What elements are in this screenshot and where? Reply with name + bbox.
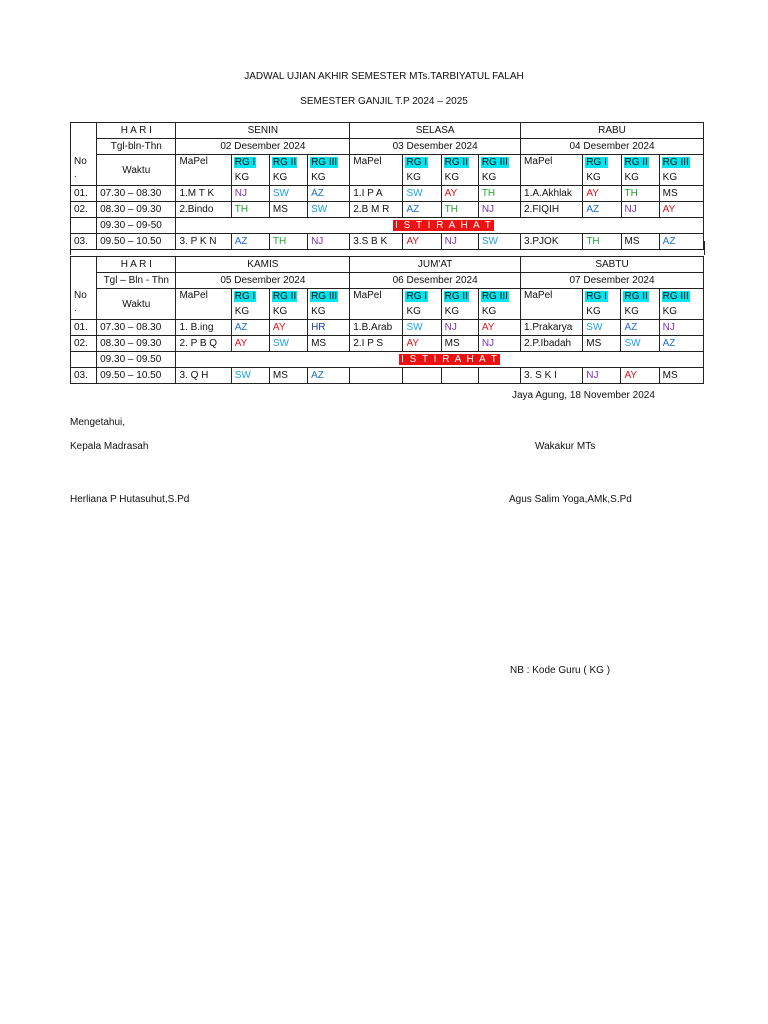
break-label: I S T I R A H A T <box>395 220 493 231</box>
row-time: 07.30 – 08.30 <box>97 320 176 336</box>
kg-header: KG <box>308 304 350 320</box>
rg-label: RG II <box>624 157 648 168</box>
row-number: 03. <box>71 234 97 250</box>
row-time: 07.30 – 08.30 <box>97 186 176 202</box>
rg-header <box>231 155 269 171</box>
teacher-code: SW <box>403 186 441 202</box>
rg-label: RG II <box>272 291 297 302</box>
left-signatory-role: Kepala Madrasah <box>70 441 149 452</box>
place-date: Jaya Agung, 18 November 2024 <box>512 390 655 401</box>
row-time: 09.50 – 10.50 <box>97 368 176 384</box>
no-label-text: No <box>74 289 87 301</box>
subject-name: 2.FIQIH <box>521 202 583 218</box>
day-name: RABU <box>521 123 704 139</box>
no-label-dot: . <box>74 302 77 314</box>
rg-label: RG II <box>272 157 297 168</box>
teacher-code: AZ <box>659 336 703 352</box>
rg-header <box>441 155 478 171</box>
kg-header: KG <box>478 170 520 186</box>
subject-name: 1.M T K <box>176 186 231 202</box>
subject-name: 1.Prakarya <box>521 320 583 336</box>
rg-label: RG I <box>406 157 428 168</box>
teacher-code: AZ <box>403 202 441 218</box>
left-signatory-name: Herliana P Hutasuhut,S.Pd <box>70 494 190 505</box>
rg-header <box>308 155 350 171</box>
teacher-code: SW <box>403 320 441 336</box>
subject-name: 3. S K I <box>521 368 583 384</box>
rg-header <box>403 155 441 171</box>
row-time: 08.30 – 09.30 <box>97 202 176 218</box>
teacher-code: AY <box>583 186 621 202</box>
rg-header <box>308 289 350 305</box>
kg-header: KG <box>403 304 441 320</box>
rg-header <box>269 289 307 305</box>
subject-name: 2. P B Q <box>176 336 231 352</box>
rg-label: RG I <box>406 291 428 302</box>
teacher-code: MS <box>269 202 307 218</box>
day-date: 04 Desember 2024 <box>521 139 704 155</box>
teacher-code: TH <box>621 186 659 202</box>
kg-header: KG <box>441 170 478 186</box>
teacher-code: TH <box>583 234 621 250</box>
rg-header <box>231 289 269 305</box>
rg-header <box>478 289 520 305</box>
day-name: JUM'AT <box>350 257 521 273</box>
teacher-code: MS <box>659 186 703 202</box>
day-header-row <box>71 257 704 273</box>
break-no-blank <box>71 218 97 234</box>
teacher-code: SW <box>583 320 621 336</box>
subject-name <box>350 368 403 384</box>
teacher-code <box>441 368 478 384</box>
column-header-row <box>71 155 704 171</box>
teacher-code: HR <box>308 320 350 336</box>
teacher-code: AY <box>403 336 441 352</box>
rg-label: RG II <box>624 291 648 302</box>
teacher-code: AZ <box>308 368 350 384</box>
rg-header <box>269 155 307 171</box>
mapel-header: MaPel <box>521 289 583 320</box>
subject-name: 1.I P A <box>350 186 403 202</box>
kg-header: KG <box>231 304 269 320</box>
day-name: SENIN <box>176 123 350 139</box>
teacher-code: SW <box>308 202 350 218</box>
row-number: 01. <box>71 320 97 336</box>
rg-label: RG II <box>444 157 468 168</box>
rg-label: RG III <box>662 157 689 168</box>
break-label: I S T I R A H A T <box>401 354 499 365</box>
teacher-code: SW <box>269 336 307 352</box>
rg-header <box>403 289 441 305</box>
rg-label: RG III <box>662 291 689 302</box>
rg-label: RG I <box>234 157 256 168</box>
kg-header: KG <box>583 304 621 320</box>
rg-label: RG III <box>311 291 338 302</box>
day-date: 05 Desember 2024 <box>176 273 350 289</box>
rg-header <box>441 289 478 305</box>
schedule-table-1 <box>70 122 704 250</box>
rg-label: RG III <box>481 157 508 168</box>
kg-header: KG <box>659 304 703 320</box>
mengetahui-label: Mengetahui, <box>70 417 126 428</box>
kg-header: KG <box>441 304 478 320</box>
rg-label: RG III <box>311 157 338 168</box>
mapel-header: MaPel <box>521 155 583 186</box>
date-header-row <box>71 139 704 155</box>
teacher-code: NJ <box>478 202 520 218</box>
mapel-header: MaPel <box>176 155 231 186</box>
teacher-code: AY <box>478 320 520 336</box>
right-signatory-role: Wakakur MTs <box>535 441 596 452</box>
teacher-code: NJ <box>231 186 269 202</box>
subject-name: 2.I P S <box>350 336 403 352</box>
teacher-code: AY <box>621 368 659 384</box>
schedule-row <box>71 186 704 202</box>
subject-name: 1.B.Arab <box>350 320 403 336</box>
tgl-label: Tgl – Bln - Thn <box>97 273 176 289</box>
teacher-code: MS <box>441 336 478 352</box>
teacher-code-note: NB : Kode Guru ( KG ) <box>510 665 611 676</box>
mapel-header: MaPel <box>350 155 403 186</box>
no-header-blank <box>71 257 97 273</box>
subject-name: 3. Q H <box>176 368 231 384</box>
teacher-code: TH <box>269 234 307 250</box>
teacher-code: AZ <box>621 320 659 336</box>
teacher-code: AY <box>231 336 269 352</box>
date-header-row <box>71 273 704 289</box>
teacher-code: MS <box>308 336 350 352</box>
teacher-code: SW <box>269 186 307 202</box>
rg-header <box>621 289 659 305</box>
subject-name: 2.Bindo <box>176 202 231 218</box>
kg-header: KG <box>269 170 307 186</box>
rg-header <box>621 155 659 171</box>
row-number: 02. <box>71 336 97 352</box>
no-label <box>71 289 97 320</box>
teacher-code: AY <box>441 186 478 202</box>
rg-label: RG I <box>586 291 607 302</box>
teacher-code: NJ <box>621 202 659 218</box>
kg-header: KG <box>659 170 703 186</box>
schedule-table-2 <box>70 256 704 384</box>
rg-label: RG III <box>481 291 508 302</box>
subject-name: 3.PJOK <box>521 234 583 250</box>
teacher-code: NJ <box>659 320 703 336</box>
no-label <box>71 155 97 186</box>
teacher-code: AY <box>403 234 441 250</box>
waktu-label: Waktu <box>97 289 176 320</box>
subject-name: 2.P.Ibadah <box>521 336 583 352</box>
teacher-code: AZ <box>659 234 703 250</box>
teacher-code: NJ <box>441 320 478 336</box>
teacher-code: SW <box>478 234 520 250</box>
day-header-row <box>71 123 704 139</box>
mapel-header: MaPel <box>176 289 231 320</box>
rg-header <box>583 155 621 171</box>
break-time: 09.30 – 09-50 <box>97 218 176 234</box>
teacher-code: MS <box>583 336 621 352</box>
break-row <box>71 352 704 368</box>
teacher-code: AY <box>659 202 703 218</box>
teacher-code: AZ <box>308 186 350 202</box>
teacher-code: NJ <box>478 336 520 352</box>
teacher-code: NJ <box>308 234 350 250</box>
row-number: 02. <box>71 202 97 218</box>
teacher-code: AZ <box>231 234 269 250</box>
table-spacer-band <box>70 241 705 255</box>
rg-label: RG I <box>234 291 256 302</box>
rg-header <box>478 155 520 171</box>
no-label-dot: . <box>74 168 77 180</box>
rg-header <box>659 289 703 305</box>
teacher-code <box>403 368 441 384</box>
rg-header <box>583 289 621 305</box>
kg-header: KG <box>308 170 350 186</box>
day-name: SABTU <box>521 257 704 273</box>
teacher-code: AZ <box>231 320 269 336</box>
break-row <box>71 218 704 234</box>
mapel-header: MaPel <box>350 289 403 320</box>
day-date: 03 Desember 2024 <box>350 139 521 155</box>
teacher-code: NJ <box>441 234 478 250</box>
break-cell <box>176 352 704 368</box>
no-header-blank <box>71 123 97 139</box>
schedule-row <box>71 320 704 336</box>
kg-header: KG <box>403 170 441 186</box>
row-number: 03. <box>71 368 97 384</box>
no-label-text: No <box>74 155 87 167</box>
no-header-blank <box>71 139 97 155</box>
kg-header: KG <box>583 170 621 186</box>
schedule-row <box>71 202 704 218</box>
day-date: 06 Desember 2024 <box>350 273 521 289</box>
column-header-row <box>71 289 704 305</box>
teacher-code <box>478 368 520 384</box>
schedule-row <box>71 368 704 384</box>
waktu-label: Waktu <box>97 155 176 186</box>
break-no-blank <box>71 352 97 368</box>
rg-label: RG I <box>586 157 607 168</box>
teacher-code: TH <box>441 202 478 218</box>
day-date: 07 Desember 2024 <box>521 273 704 289</box>
teacher-code: SW <box>621 336 659 352</box>
subject-name: 2.B M R <box>350 202 403 218</box>
teacher-code: MS <box>659 368 703 384</box>
subject-name: 1.A.Akhlak <box>521 186 583 202</box>
teacher-code: AY <box>269 320 307 336</box>
kg-header: KG <box>269 304 307 320</box>
document-subtitle: SEMESTER GANJIL T.P 2024 – 2025 <box>300 96 468 107</box>
no-header-blank <box>71 273 97 289</box>
kg-header: KG <box>621 304 659 320</box>
day-name: SELASA <box>350 123 521 139</box>
document-title: JADWAL UJIAN AKHIR SEMESTER MTs.TARBIYATUL FALAH <box>244 71 524 82</box>
kg-header: KG <box>478 304 520 320</box>
right-signatory-name: Agus Salim Yoga,AMk,S.Pd <box>509 494 632 505</box>
break-time: 09.30 – 09.50 <box>97 352 176 368</box>
rg-header <box>659 155 703 171</box>
teacher-code: TH <box>478 186 520 202</box>
teacher-code: AZ <box>583 202 621 218</box>
teacher-code: NJ <box>583 368 621 384</box>
teacher-code: MS <box>621 234 659 250</box>
hari-label: H A R I <box>97 123 176 139</box>
subject-name: 1. B.ing <box>176 320 231 336</box>
hari-label: H A R I <box>97 257 176 273</box>
kg-header: KG <box>231 170 269 186</box>
teacher-code: TH <box>231 202 269 218</box>
schedule-row <box>71 336 704 352</box>
teacher-code: SW <box>231 368 269 384</box>
tgl-label: Tgl-bln-Thn <box>97 139 176 155</box>
kg-header: KG <box>621 170 659 186</box>
break-cell <box>176 218 704 234</box>
row-time: 08.30 – 09.30 <box>97 336 176 352</box>
subject-name: 3. P K N <box>176 234 231 250</box>
subject-name: 3.S B K <box>350 234 403 250</box>
day-name: KAMIS <box>176 257 350 273</box>
row-number: 01. <box>71 186 97 202</box>
day-date: 02 Desember 2024 <box>176 139 350 155</box>
teacher-code: MS <box>269 368 307 384</box>
row-time: 09.50 – 10.50 <box>97 234 176 250</box>
rg-label: RG II <box>444 291 468 302</box>
